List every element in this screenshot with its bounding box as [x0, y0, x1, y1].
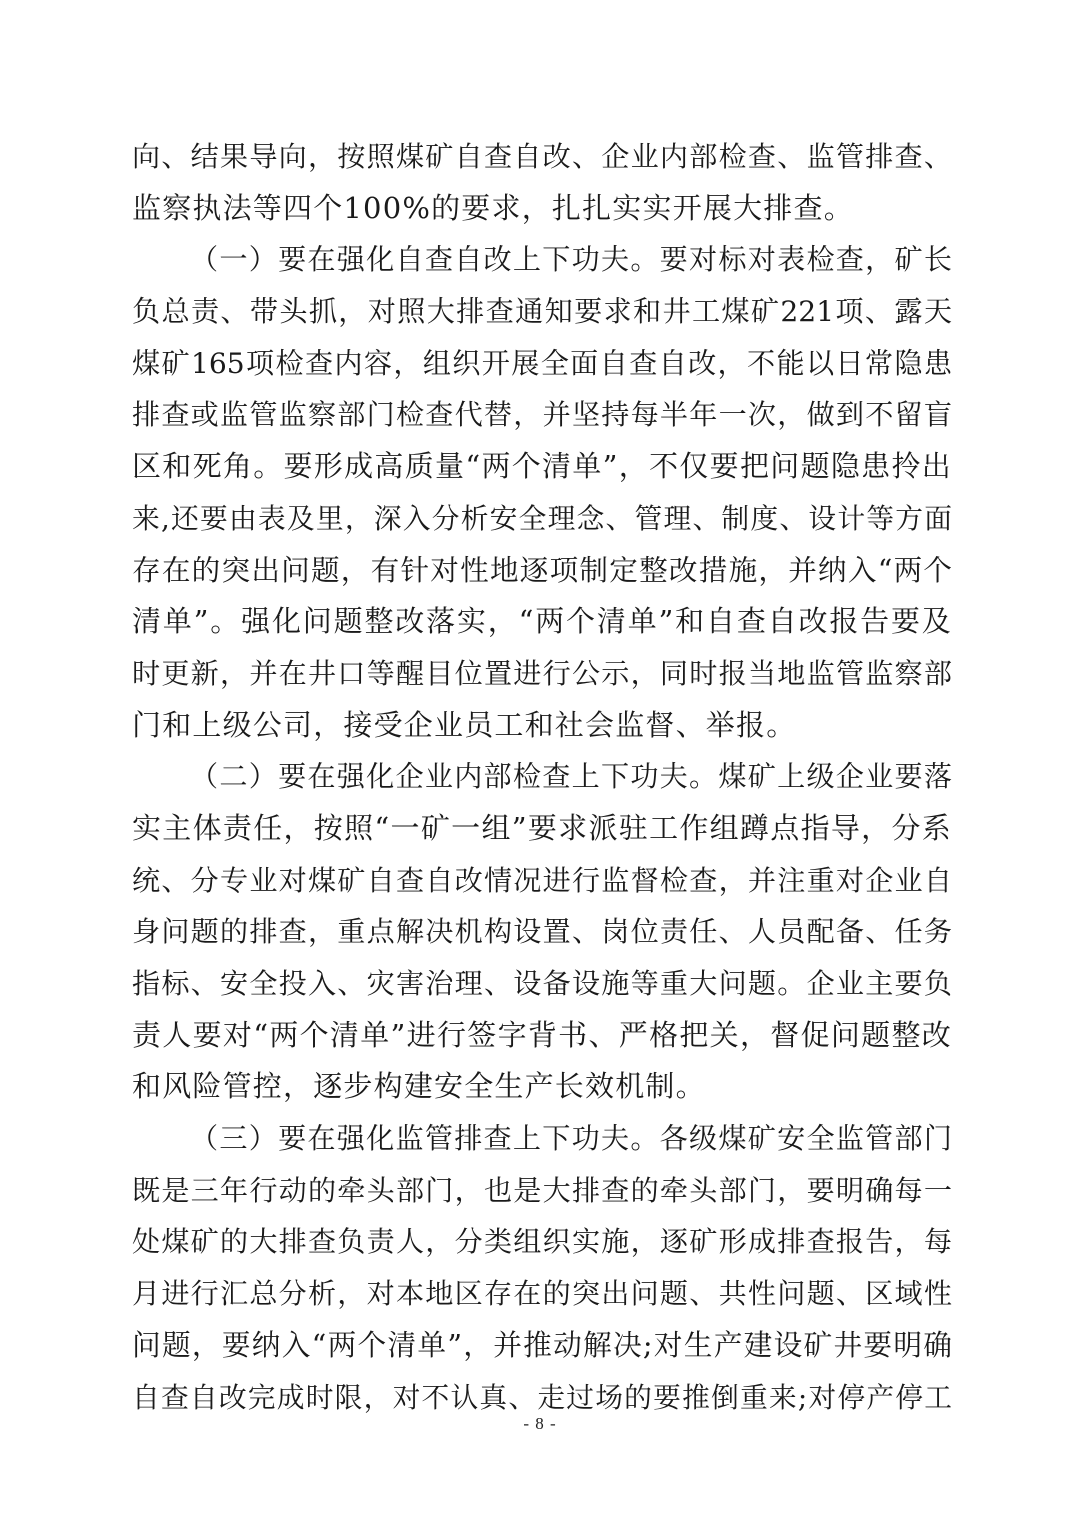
text-line: 煤矿165项检查内容，组织开展全面自查自改，不能以日常隐患 [132, 346, 952, 380]
text-line: 来,还要由表及里，深入分析安全理念、管理、制度、设计等方面 [132, 501, 952, 535]
text-line: 统、分专业对煤矿自查自改情况进行监督检查，并注重对企业自 [132, 863, 952, 897]
text-line: 月进行汇总分析，对本地区存在的突出问题、共性问题、区域性 [132, 1277, 952, 1311]
text-line: 排查或监管监察部门检查代替，并坚持每半年一次，做到不留盲 [132, 398, 952, 432]
paragraph-section-3 [132, 1113, 952, 1423]
text-line: 门和上级公司，接受企业员工和社会监督、举报。 [132, 707, 797, 742]
text-line: 处煤矿的大排查负责人，分类组织实施，逐矿形成排查报告，每 [132, 1225, 952, 1259]
text-line: 身问题的排查，重点解决机构设置、岗位责任、人员配备、任务 [132, 915, 952, 949]
text-line: 清单”。强化问题整改落实，“两个清单”和自查自改报告要及 [132, 604, 953, 639]
text-line: 和风险管控，逐步构建安全生产长效机制。 [132, 1069, 706, 1104]
text-line: 存在的突出问题，有针对性地逐项制定整改措施，并纳入“两个 [132, 552, 952, 587]
body-text [132, 131, 952, 1423]
text-line: （二）要在强化企业内部检查上下功夫。煤矿上级企业要落 [190, 760, 952, 794]
text-line: 责人要对“两个清单”进行签字背书、严格把关，督促问题整改 [132, 1017, 953, 1052]
text-line: 自查自改完成时限，对不认真、走过场的要推倒重来;对停产停工 [132, 1380, 952, 1414]
text-line: 实主体责任，按照“一矿一组”要求派驻工作组蹲点指导，分系 [132, 810, 953, 845]
text-line: 区和死角。要形成高质量“两个清单”，不仅要把问题隐患拎出 [132, 449, 953, 484]
text-line: 问题，要纳入“两个清单”，并推动解决;对生产建设矿井要明确 [132, 1327, 952, 1362]
text-line: 向、结果导向，按照煤矿自查自改、企业内部检查、监管排查、 [132, 140, 952, 173]
text-line: 监察执法等四个100%的要求，扎扎实实开展大排查。 [132, 190, 854, 225]
paragraph-intro-continued [132, 131, 952, 234]
page-number: - 8 - [523, 1414, 557, 1433]
text-line: （一）要在强化自查自改上下功夫。要对标对表检查，矿长 [190, 243, 952, 277]
text-line: 时更新，并在井口等醒目位置进行公示，同时报当地监管监察部 [132, 656, 952, 690]
text-line: 既是三年行动的牵头部门，也是大排查的牵头部门，要明确每一 [132, 1173, 952, 1207]
text-line: 指标、安全投入、灾害治理、设备设施等重大问题。企业主要负 [132, 967, 952, 1000]
paragraph-section-2 [132, 751, 952, 1113]
paragraph-section-1 [132, 234, 952, 751]
text-line: 负总责、带头抓，对照大排查通知要求和井工煤矿221项、露天 [132, 295, 952, 329]
text-line: （三）要在强化监管排查上下功夫。各级煤矿安全监管部门 [190, 1122, 952, 1156]
